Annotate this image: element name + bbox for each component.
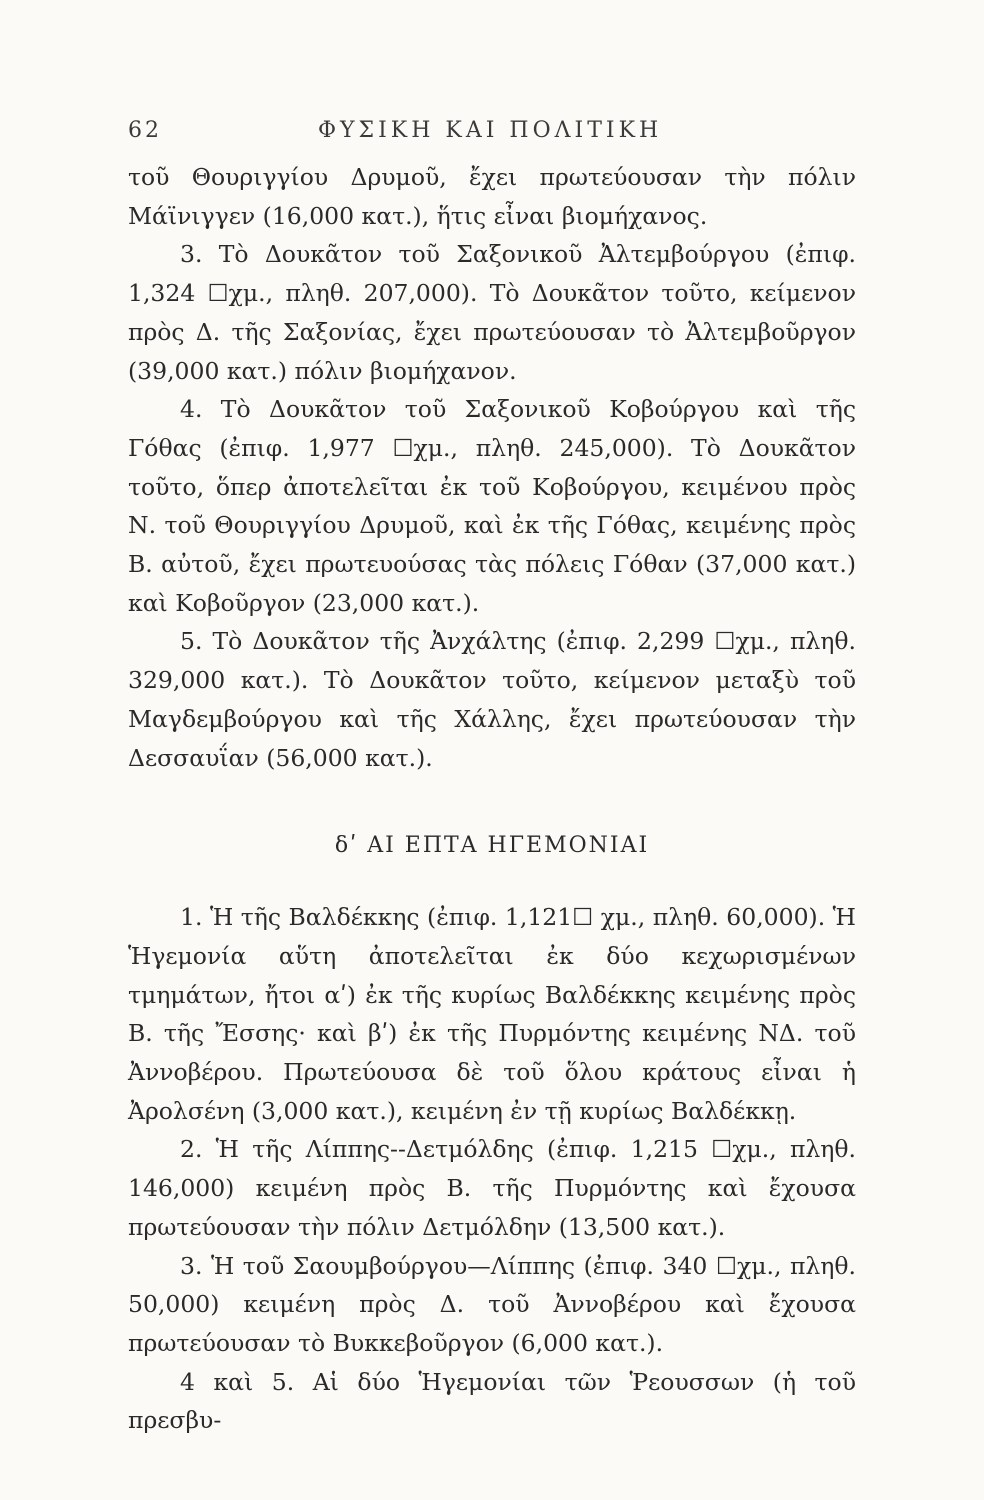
- paragraph-continuation: τοῦ Θουριγγίου Δρυμοῦ, ἔχει πρωτεύουσαν τὴν πόλιν Μάϊνιγγεν (16,000 κατ.), ἥτις εἶναι βιομήχανος.: [128, 163, 856, 230]
- running-head: [128, 118, 856, 158]
- paragraph-coburg-gotha: 4. Τὸ Δουκᾶτον τοῦ Σαξονικοῦ Κοβούργου καὶ τῆς Γόθας (ἐπιφ. 1,977 ☐χμ., πληθ. 245,000). Τὸ Δουκᾶτον τοῦτο, ὅπερ ἀποτελεῖται ἐκ τοῦ Κοβούργου, κειμένου πρὸς Ν. τοῦ Θουριγγίου Δρυμοῦ, καὶ ἐκ τῆς Γόθας, κειμένης πρὸς Β. αὐτοῦ, ἔχει πρωτευούσας τὰς πόλεις Γόθαν (37,000 κατ.) καὶ Κοβοῦργον (23,000 κατ.).: [128, 395, 856, 617]
- paragraph-reuss: 4 καὶ 5. Αἱ δύο Ἡγεμονίαι τῶν Ῥεουσσων (ἡ τοῦ πρεσβυ-: [128, 1367, 856, 1435]
- running-title: ΦΥΣΙΚΗ ΚΑΙ ΠΟΛΙΤΙΚΗ: [318, 118, 663, 143]
- paragraph-altenburg: 3. Τὸ Δουκᾶτον τοῦ Σαξονικοῦ Ἀλτεμβούργου (ἐπιφ. 1,324 ☐χμ., πληθ. 207,000). Τὸ Δουκᾶτον τοῦτο, κείμενον πρὸς Δ. τῆς Σαξονίας, ἔχει πρωτεύουσαν τὸ Ἀλτεμβοῦργον (39,000 κατ.) πόλιν βιομήχανον.: [128, 240, 856, 385]
- page-body: [128, 158, 856, 1440]
- paragraph-anhalt: 5. Τὸ Δουκᾶτον τῆς Ἀνχάλτης (ἐπιφ. 2,299 ☐χμ., πληθ. 329,000 κατ.). Τὸ Δουκᾶτον τοῦτο, κείμενον μεταξὺ τοῦ Μαγδεμβούργου καὶ τῆς Χάλλης, ἔχει πρωτεύουσαν τὴν Δεσσαυΐαν (56,000 κατ.).: [128, 627, 856, 772]
- section-heading: δʹ ΑΙ ΕΠΤΑ ΗΓΕΜΟΝΙΑΙ: [334, 833, 650, 859]
- paragraph-lippe-detmold: 2. Ἡ τῆς Λίππης--Δετμόλδης (ἐπιφ. 1,215 ☐χμ., πληθ. 146,000) κειμένη πρὸς Β. τῆς Πυρμόντης καὶ ἔχουσα πρωτεύουσαν τὴν πόλιν Δετμόλδην (13,500 κατ.).: [128, 1135, 856, 1241]
- paragraph-waldeck: 1. Ἡ τῆς Βαλδέκκης (ἐπιφ. 1,121☐ χμ., πληθ. 60,000). Ἡ Ἡγεμονία αὕτη ἀποτελεῖται ἐκ δύο κεχωρισμένων τμημάτων, ἤτοι αʹ) ἐκ τῆς κυρίως Βαλδέκκης κειμένης πρὸς Β. τῆς Ἔσσης· καὶ βʹ) ἐκ τῆς Πυρμόντης κειμένης ΝΔ. τοῦ Ἀννοβέρου. Πρωτεύουσα δὲ τοῦ ὅλου κράτους εἶναι ἡ Ἀρολσένη (3,000 κατ.), κειμένη ἐν τῇ κυρίως Βαλδέκκῃ.: [128, 903, 856, 1125]
- page-number: 62: [128, 118, 162, 143]
- paragraph-schaumburg-lippe: 3. Ἡ τοῦ Σαουμβούργου—Λίππης (ἐπιφ. 340 ☐χμ., πληθ. 50,000) κειμένη πρὸς Δ. τοῦ Ἀννοβέρου καὶ ἔχουσα πρωτεύουσαν τὸ Βυκκεβοῦργον (6,000 κατ.).: [128, 1251, 856, 1357]
